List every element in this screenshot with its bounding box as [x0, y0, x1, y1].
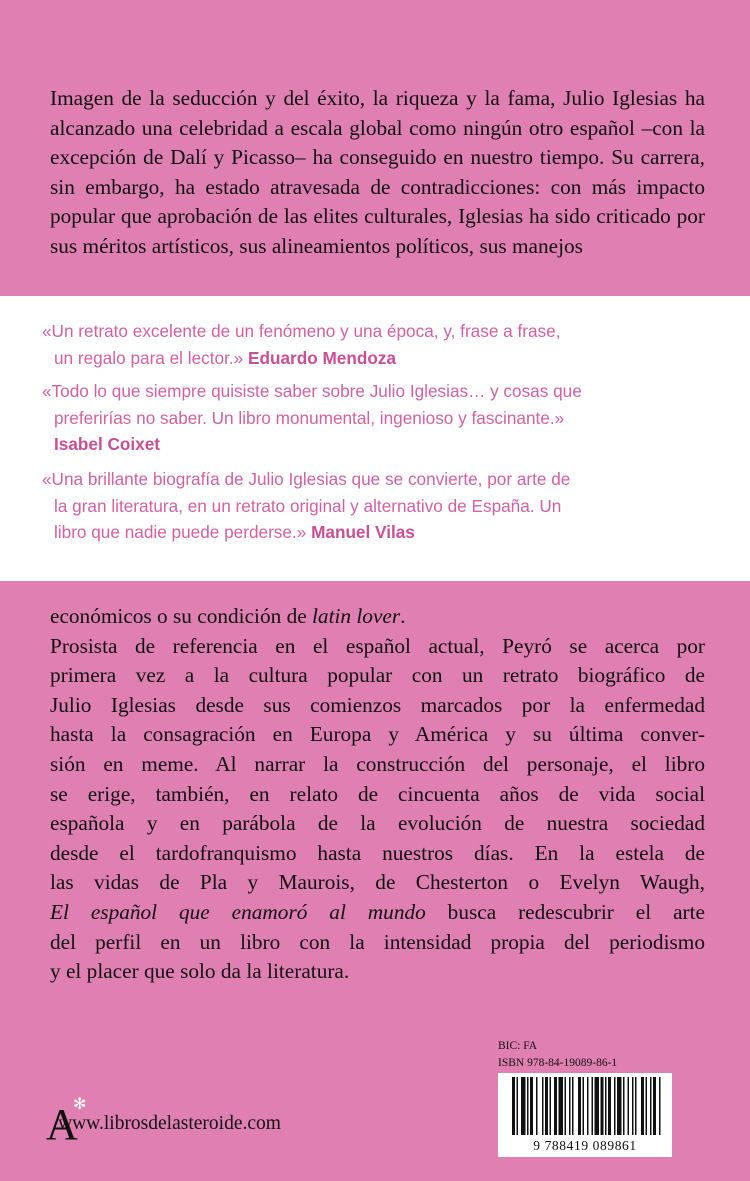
- synopsis-top: Imagen de la seducción y del éxito, la riqueza y la fama, Julio Iglesias ha alcanzado una celebridad a escala global como ningún otro español –con la excepción de Dalí y Picasso– ha conseguido en nuestro tiempo. Su carrera, sin embargo, ha estado atravesada de contradicciones: con más impacto popular que aprobación de las elites culturales, Iglesias ha sido criticado por sus méritos artísticos, sus alineamientos políticos, sus manejos: [50, 86, 705, 258]
- synopsis-line: Julio Iglesias desde sus comienzos marcados por la enfermedad: [50, 692, 705, 717]
- quote-line: «Todo lo que siempre quisiste saber sobre Julio Iglesias… y cosas que: [42, 381, 582, 401]
- synopsis-line: española y en parábola de la evolución de nuestra sociedad: [50, 811, 705, 836]
- barcode-bar: [587, 1077, 589, 1135]
- synopsis-line: se erige, también, en relato de cincuenta años de vida social: [50, 781, 705, 806]
- barcode-bar: [565, 1077, 567, 1135]
- synopsis-paragraph-end: [50, 928, 705, 987]
- quote-line: «Una brillante biografía de Julio Iglesias que se convierte, por arte de: [42, 469, 571, 489]
- barcode-bar: [659, 1077, 661, 1135]
- barcode-bar: [512, 1077, 515, 1135]
- barcode-bar: [592, 1077, 594, 1135]
- barcode-bar: [583, 1077, 585, 1135]
- synopsis-line: desde el tardofranquismo hasta nuestros días. En la estela de: [50, 840, 705, 865]
- isbn-barcode: [498, 1073, 672, 1157]
- barcode-bar: [550, 1077, 552, 1135]
- blurb-quote-vilas: [42, 466, 702, 546]
- barcode-bar: [614, 1077, 616, 1135]
- quote-line: preferirías no saber. Un libro monumental, ingenioso y fascinante.»: [54, 407, 565, 428]
- barcode-bar: [646, 1077, 648, 1135]
- barcode-bar: [623, 1077, 625, 1135]
- barcode-bar: [653, 1077, 656, 1135]
- synopsis-line: las vidas de Pla y Maurois, de Chesterton o Evelyn Waugh,: [50, 870, 705, 895]
- barcode-bar: [608, 1077, 611, 1135]
- barcode-digits: 9 788419 089861: [533, 1138, 637, 1153]
- synopsis-line: del perfil en un libro con la intensidad propia del periodismo: [50, 929, 705, 954]
- quote-author: Isabel Coixet: [54, 434, 161, 454]
- quote-line: un regalo para el lector.» Eduardo Mendoza: [54, 347, 396, 368]
- synopsis-line: económicos o su condición de latin lover.: [50, 604, 406, 628]
- quote-line: «Un retrato excelente de un fenómeno y una época, y, frase a frase,: [42, 321, 561, 341]
- barcode-bar: [572, 1077, 574, 1135]
- quote-line: la gran literatura, en un retrato original y alternativo de España. Un: [54, 495, 562, 516]
- barcode-bar: [545, 1077, 548, 1135]
- barcode-bar: [536, 1077, 538, 1135]
- barcode-bar: [635, 1077, 637, 1135]
- barcode-bar: [521, 1077, 526, 1135]
- barcode-bar: [601, 1077, 604, 1135]
- barcode-bar: [559, 1077, 564, 1135]
- publisher-url: www.librosdelasteroide.com: [58, 1113, 281, 1134]
- barcode-bar: [517, 1077, 519, 1135]
- synopsis-line: y el placer que solo da la literatura.: [50, 959, 350, 984]
- quote-author: Eduardo Mendoza: [247, 347, 396, 368]
- synopsis-line: El español que enamoró al mundo busca redescubrir el arte: [50, 899, 705, 924]
- barcode-bar: [628, 1077, 630, 1135]
- barcode-bar: [554, 1077, 557, 1135]
- quote-author: Manuel Vilas: [311, 522, 415, 542]
- barcode-bar: [641, 1077, 644, 1135]
- synopsis-line: primera vez a la cultura popular con un retrato biográfico de: [50, 663, 705, 688]
- barcode-bar: [530, 1077, 533, 1135]
- blurb-quote-mendoza: [42, 318, 702, 371]
- isbn-number: ISBN 978-84-19089-86-1: [498, 1057, 618, 1069]
- synopsis-line: sión en meme. Al narrar la construcción del personaje, el libro: [50, 751, 705, 776]
- barcode-bar: [578, 1077, 581, 1135]
- synopsis-line: hasta la consagración en Europa y América y su última conver-: [50, 722, 705, 747]
- synopsis-line: Prosista de referencia en el español actual, Peyró se acerca por: [50, 633, 705, 658]
- barcode-bar: [527, 1077, 529, 1135]
- synopsis-bottom: [50, 602, 705, 987]
- barcode-bar: [617, 1077, 622, 1135]
- barcode-bar: [595, 1077, 600, 1135]
- quote-line: libro que nadie puede perderse.» Manuel Vilas: [54, 522, 415, 542]
- barcode-bar: [542, 1077, 544, 1135]
- barcode-bar: [569, 1077, 571, 1135]
- book-metadata: [498, 1038, 617, 1072]
- bic-code: BIC: FA: [498, 1040, 538, 1052]
- synopsis-paragraph: [50, 632, 705, 898]
- asterisk-icon: ✻: [73, 1096, 87, 1113]
- barcode-bar: [650, 1077, 652, 1135]
- barcode-bar: [632, 1077, 634, 1135]
- logo-letter: A: [46, 1100, 78, 1149]
- barcode-bar: [605, 1077, 607, 1135]
- blurb-quote-coixet: [42, 378, 702, 458]
